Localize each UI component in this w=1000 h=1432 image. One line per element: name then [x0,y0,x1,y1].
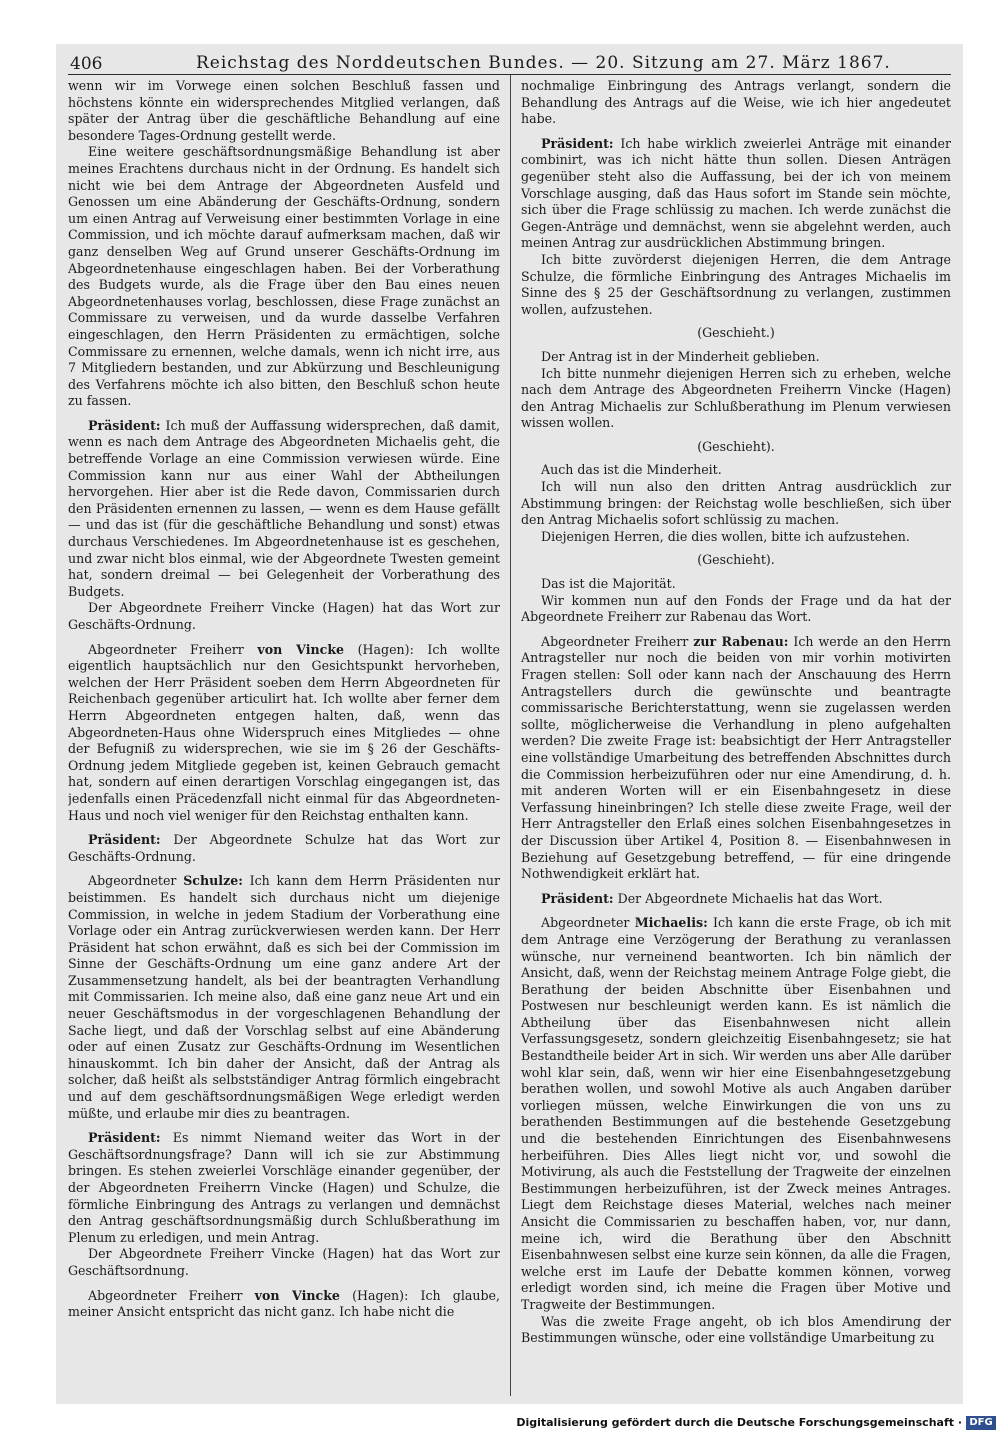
paragraph-text: Ich werde an den Herrn Antragsteller nur noch die beiden von mir vorhin motivirten Fragen stellen: Soll oder kann nach der Anschauung des Herrn Antragstellers durch die gewünschte und beantragte commissarische Berichterstattung, wenn sie zugelassen werden sollte, möglicherweise die Verhandlung in pleno aufgehalten werden? Die zweite Frage ist: beabsichtigt der Herr Antragsteller eine vollständige Umarbeitung des betreffenden Abschnittes durch die Commission herbeizuführen oder nur eine Amendirung, d. h. mit anderen Worten will er ein Eisenbahngesetz in diese Verfassung hineinbringen? Ich stelle diese zweite Frage, weil der Herr Antragsteller den Erlaß eines solchen Eisenbahngesetzes in der Discussion über Artikel 4, Position 8. — Eisenbahnwesen in Beziehung auf Gesetzgebung betreffend, — für eine dringende Nothwendigkeit erklärt hat. [521,633,951,882]
paragraph [68,1246,500,1279]
paragraph-text: Das ist die Majorität. [541,576,676,592]
paragraph [68,642,500,825]
dfg-credit: Digitalisierung gefördert durch die Deutsche Forschungsgemeinschaft · [516,1416,962,1429]
stage-direction [521,552,951,569]
running-title: Reichstag des Norddeutschen Bundes. — 20. Sitzung am 27. März 1867. [196,53,891,73]
stage-direction [521,325,951,342]
paragraph-text: Wir kommen nun auf den Fonds der Frage und da hat der Abgeordnete Freiherr zur Rabenau das Wort. [521,592,951,625]
paragraph [68,144,500,410]
paragraph [521,576,951,593]
paragraph-text: Ich will nun also den dritten Antrag ausdrücklich zur Abstimmung bringen: der Reichstag wolle beschließen, sich über den Antrag Michaelis sofort schlüssig zu machen. [521,479,951,528]
paragraph-text: wenn wir im Vorwege einen solchen Beschluß fassen und höchstens könnte ein widersprechendes Mitglied verlangen, daß später der Antrag über die geschäftliche Behandlung auf eine besondere Tages-Ordnung gestellt werde. [68,78,500,143]
scanned-page [56,44,963,1404]
paragraph [521,529,951,546]
paragraph-text: Diejenigen Herren, die dies wollen, bitte ich aufzustehen. [541,528,910,544]
paragraph [68,832,500,865]
speaker-prefix: Abgeordneter [88,873,184,889]
speaker-name: Präsident: [88,1130,161,1146]
paragraph-text: Ich habe wirklich zweierlei Anträge mit einander combinirt, was ich nicht hätte thun sollen. Diesen Anträgen gegenüber steht also die Auffassung, bei der ich von meinem Vorschlage ausging, daß das Haus sofort im Stande sein möchte, sich über die Frage schlüssig zu machen. Ich werde zunächst die Gegen-Anträge und demnächst, wenn sie abgelehnt werden, auch meinen Antrag zur ausdrücklichen Abstimmung bringen. [521,135,951,251]
stage-direction [521,439,951,456]
column-divider [510,75,511,1396]
paragraph [521,78,951,128]
paragraph [521,479,951,529]
paragraph [521,915,951,1313]
paragraph-text: Es nimmt Niemand weiter das Wort in der Geschäftsordnungsfrage? Dann will ich sie zur Abstimmung bringen. Es stehen zweierlei Vorschläge einander gegenüber, der der Abgeordneten Freiherrn Vincke (Hagen) und Schulze, die förmliche Einbringung des Antrags zu verlangen und demnächst den Antrag geschäftsordnungsmäßig durch Schlußberathung im Plenum zu erledigen, und mein Antrag. [68,1130,500,1245]
speaker-prefix: Abgeordneter Freiherr [88,1287,255,1303]
speaker-name: Schulze: [183,873,243,889]
speaker-name: Präsident: [541,890,614,906]
speaker-name: von Vincke [254,1287,340,1303]
paragraph [521,136,951,252]
speaker-prefix: Abgeordneter Freiherr [541,633,694,649]
left-column [68,78,500,1396]
paragraph-text: Ich kann dem Herrn Präsidenten nur beistimmen. Es handelt sich durchaus nicht um diejenige Commission, in welche in jedem Stadium der Vorberathung eine Vorlage oder ein Antrag zurückverwiesen werden kann. Der Herr Präsident hat schon erwähnt, daß es sich bei der Commission im Sinne der Geschäfts-Ordnung um eine ganz andere Art der Zusammensetzung handelt, als bei der beantragten Verhandlung mit Commissarien. Ich meine also, daß eine ganz neue Art und ein neuer Geschäftsmodus in der vorgeschlagenen Behandlung der Sache liegt, und daß der Vorschlag selbst auf eine Abänderung oder auf einen Zusatz zur Geschäfts-Ordnung im Wesentlichen hinauskommt. Ich bin daher der Ansicht, daß der Antrag als solcher, daß heißt als selbstständiger Antrag förmlich eingebracht und auf dem geschäftsordnungsmäßigen Wege erledigt werden müßte, und erlaube mir dies zu beantragen. [68,873,500,1121]
paragraph [521,593,951,626]
paragraph-text: (Geschieht.) [697,325,775,341]
speaker-name: Präsident: [541,135,614,151]
paragraph-text: Ich kann die erste Frage, ob ich mit dem Antrage eine Verzögerung der Berathung zu veranlassen wünsche, nur verneinend beantworten. Ich bin nämlich der Ansicht, daß, wenn der Reichstag meinem Antrage Folge giebt, die Berathung der beiden Abschnitte über Eisenbahnen und Postwesen nur beschleunigt werden kann. Es ist nämlich die Abtheilung über das Eisenbahnwesen nicht allein Verfassungsgesetz, sondern gleichzeitig Eisenbahngesetz; sie hat Bestandtheile beider Art in sich. Wir werden uns aber Alle darüber wohl klar sein, daß, wenn wir hier eine Eisenbahngesetzgebung berathen wollen, und sowohl Motive als auch Angaben darüber vorliegen müssen, welche Einwirkungen die von uns zu berathenden Bestimmungen auf die bestehende Gesetzgebung und die bestehenden Einrichtungen des Eisenbahnwesens herbeiführen. Dies Alles liegt nicht vor, und sowohl die Motivirung, als auch die Feststellung der Tragweite der einzelnen Bestimmungen herbeizuführen, ist der Zweck meines Antrages. Liegt dem Reichstage dieses Material, welches nach meiner Ansicht die Commissarien zu beschaffen haben, vor, nur dann, meine ich, wird die Berathung über den Abschnitt Eisenbahnwesen selbst eine kurze sein können, da alle die Fragen, welche erst im Laufe der Debatte kommen können, vorweg erledigt worden sind, ich meine die Fragen über Motive und Tragweite der Bestimmungen. [521,915,951,1312]
right-column [521,78,951,1396]
speaker-name: Michaelis: [634,915,708,931]
paragraph [521,462,951,479]
paragraph-text: (Hagen): Ich wollte eigentlich hauptsächlich nur den Gesichtspunkt hervorheben, welchen der Herr Präsident soeben dem Herrn Abgeordneten für Reichenbach gegenüber articulirt hat. Ich wollte aber ferner dem Herrn Abgeordneten entgegen halten, daß, wenn das Abgeordneten-Haus ohne Widerspruch eines Mitgliedes — ohne der Befugniß zu widersprechen, wie sie im § 26 der Geschäfts-Ordnung jedem Mitgliede gegeben ist, keinen Gebrauch gemacht hat, sondern auf einen derartigen Vorschlag eingegangen ist, das jedenfalls einen Präcedenzfall nicht einmal für das Abgeordneten-Haus und noch viel weniger für den Reichstag enthalten kann. [68,641,500,823]
paragraph-text: Der Antrag ist in der Minderheit geblieben. [541,348,820,364]
paragraph-text: Ich muß der Auffassung widersprechen, daß damit, wenn es nach dem Antrage des Abgeordneten Michaelis geht, die betreffende Vorlage an eine Commission verwiesen würde. Eine Commission kann nur aus einer Wahl der Abtheilungen hervorgehen. Hier aber ist die Rede davon, Commissarien durch den Präsidenten ernennen zu lassen, — wenn es dem Hause gefällt — und das ist (für die geschäftliche Behandlung und sonst) etwas durchaus Verschiedenes. Im Abgeordnetenhause ist es geschehen, und zwar nicht blos einmal, wie der Abgeordnete Twesten gemeint hat, sondern dreimal — bei Gelegenheit der Vorberathung des Budgets. [68,417,500,599]
paragraph [68,873,500,1122]
dfg-logo: DFG [966,1416,996,1430]
paragraph [521,349,951,366]
speaker-name: Präsident: [88,832,161,848]
paragraph-text: Eine weitere geschäftsordnungsmäßige Behandlung ist aber meines Erachtens durchaus nicht in der Ordnung. Es handelt sich nicht wie bei dem Antrage der Abgeordneten Ausfeld und Genossen um eine Abänderung der Geschäfts-Ordnung, sondern um einen Antrag auf Verweisung einer bestimmten Vorlage in eine Commission, und ich möchte darauf aufmerksam machen, daß wir ganz denselben Weg auf Grund unserer Geschäfts-Ordnung im Abgeordnetenhause eingeschlagen haben. Bei der Vorberathung des Budgets wurde, als die Frage über den Bau eines neuen Abgeordnetenhauses vorlag, beschlossen, diese Frage zunächst an Commissare zu verweisen, und da wurde dasselbe Verfahren eingeschlagen, den Herrn Präsidenten zu ermächtigen, solche Commissare zu ernennen, welche damals, wenn ich nicht irre, aus 7 Mitgliedern bestanden, und zur Abkürzung und Beschleunigung des Verfahrens möchte ich also bitten, den Beschluß schon heute zu fassen. [68,144,500,409]
paragraph-text: nochmalige Einbringung des Antrags verlangt, sondern die Behandlung des Antrags auf die Weise, wie ich hier angedeutet habe. [521,78,951,127]
paragraph [68,78,500,144]
paragraph [68,1288,500,1321]
paragraph [68,418,500,601]
paragraph-text: Ich bitte zuvörderst diejenigen Herren, die dem Antrage Schulze, die förmliche Einbringung des Antrages Michaelis im Sinne des § 25 der Geschäftsordnung zu verlangen, zustimmen wollen, aufzustehen. [521,251,951,317]
paragraph-text: (Geschieht). [697,552,775,568]
paragraph [521,252,951,318]
paragraph [68,600,500,633]
paragraph-text: Der Abgeordnete Freiherr Vincke (Hagen) hat das Wort zur Geschäfts-Ordnung. [68,600,500,632]
paragraph-text: (Hagen): Ich glaube, meiner Ansicht entspricht das nicht ganz. Ich habe nicht die [68,1287,500,1320]
paragraph-text: Ich bitte nunmehr diejenigen Herren sich zu erheben, welche nach dem Antrage des Abgeordneten Freiherrn Vincke (Hagen) den Antrag Michaelis zur Schlußberathung im Plenum verwiesen wissen wollen. [521,365,951,431]
page-number: 406 [70,54,103,74]
paragraph-text: Der Abgeordnete Schulze hat das Wort zur Geschäfts-Ordnung. [68,832,500,864]
speaker-prefix: Abgeordneter [541,915,635,931]
speaker-prefix: Abgeordneter Freiherr [88,641,258,657]
paragraph-text: Auch das ist die Minderheit. [541,462,722,478]
paragraph [521,634,951,883]
page-footer [0,1416,1000,1432]
paragraph-text: Der Abgeordnete Freiherr Vincke (Hagen) hat das Wort zur Geschäftsordnung. [68,1246,500,1278]
paragraph-text: Was die zweite Frage angeht, ob ich blos Amendirung der Bestimmungen wünsche, oder eine vollständige Umarbeitung zu [521,1313,951,1346]
speaker-name: Präsident: [88,417,161,433]
speaker-name: zur Rabenau: [693,633,789,649]
paragraph [68,1130,500,1246]
speaker-name: von Vincke [257,641,345,657]
paragraph [521,1314,951,1347]
paragraph [521,891,951,908]
paragraph-text: Der Abgeordnete Michaelis hat das Wort. [613,890,883,906]
paragraph-text: (Geschieht). [697,438,775,454]
paragraph [521,366,951,432]
